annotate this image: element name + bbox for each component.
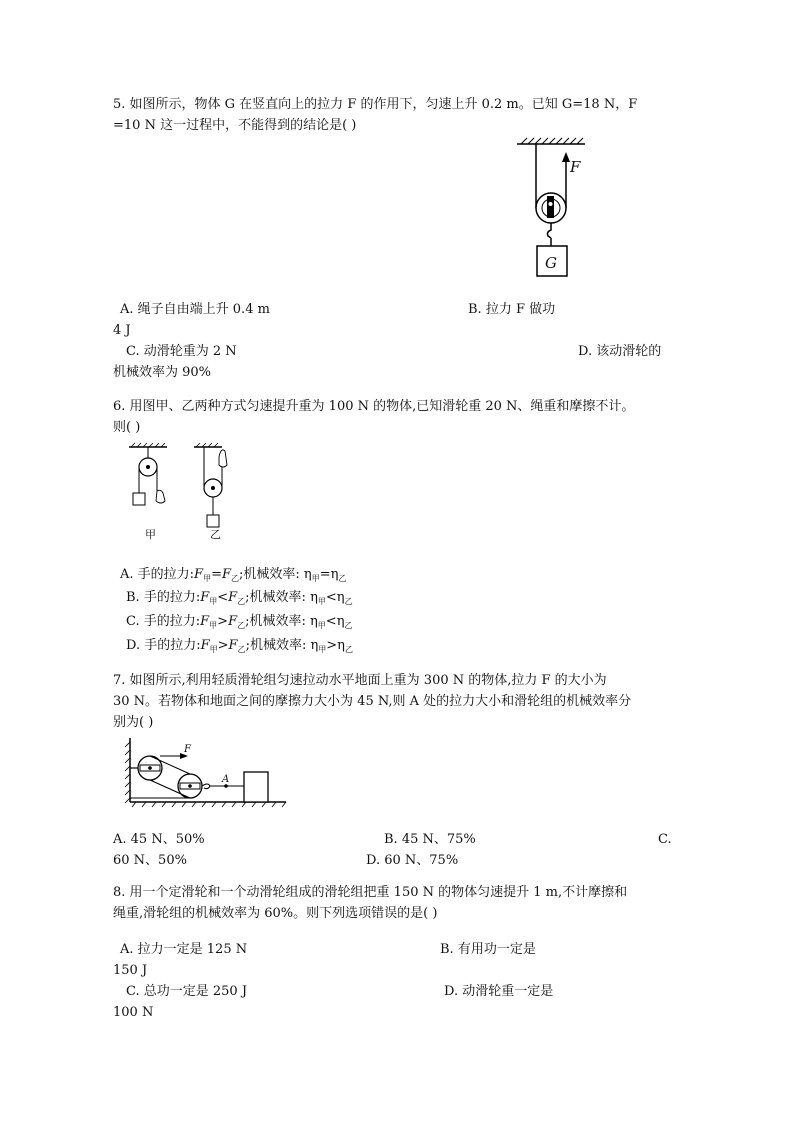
q5-figure-force-label: F <box>570 158 581 176</box>
q8-option-c: C. 总功一定是 250 J <box>126 984 248 999</box>
q6-option-d: D. 手的拉力$:F_甲>F_乙$;机械效率: $\eta_甲>\eta_乙$ <box>126 638 353 654</box>
q8-option-d: D. 动滑轮重一定是 <box>444 984 554 999</box>
q7-option-c-cont: 60 N、50% <box>113 853 187 868</box>
q7-option-d: D. 60 N、75% <box>366 853 459 868</box>
q8-option-a: A. 拉力一定是 125 N <box>120 942 248 957</box>
q5-option-a: A. 绳子自由端上升 0.4 m <box>120 302 270 317</box>
q6-option-c: C. 手的拉力$:F_甲>F_乙$;机械效率: $\eta_甲<\eta_乙$ <box>126 614 353 630</box>
q6-figure-label-jia: 甲 <box>145 528 156 541</box>
q8-stem-line2: 绳重,滑轮组的机械效率为 60%。则下列选项错误的是( ) <box>113 906 438 921</box>
q6-option-b: B. 手的拉力$:F_甲<F_乙$;机械效率: $\eta_甲<\eta_乙$ <box>126 590 353 606</box>
q6-figure-fixed-pulley <box>123 443 183 513</box>
q6-option-a: A. 手的拉力$:F_甲=F_乙$;机械效率: $\eta_甲=\eta_乙$ <box>120 567 347 583</box>
q7-figure-pulley-system <box>124 736 294 808</box>
q7-option-b: B. 45 N、75% <box>384 832 476 847</box>
q8-option-b-cont: 150 J <box>113 963 148 978</box>
q5-stem-line2: =10 N 这一过程中，不能得到的结论是( ) <box>113 118 357 133</box>
q8-option-d-cont: 100 N <box>113 1005 154 1020</box>
q6-stem-line2: 则( ) <box>113 420 141 435</box>
q5-option-d-cont: 机械效率为 90% <box>113 365 212 380</box>
q5-option-b-cont: 4 J <box>113 323 131 338</box>
q7-stem-line3: 别为( ) <box>113 715 154 730</box>
q8-stem-line1: 8. 用一个定滑轮和一个动滑轮组成的滑轮组把重 150 N 的物体匀速提升 1 m,不计摩擦和 <box>113 885 628 900</box>
q6-stem-line1: 6. 用图甲、乙两种方式匀速提升重为 100 N 的物体,已知滑轮重 20 N、绳重和摩擦不计。 <box>113 399 635 414</box>
q7-option-a: A. 45 N、50% <box>113 832 205 847</box>
q5-option-b: B. 拉力 F 做功 <box>468 302 556 317</box>
q8-option-b: B. 有用功一定是 <box>440 942 536 957</box>
q6-figure-movable-pulley <box>192 443 242 533</box>
q5-stem-line1: 5. 如图所示，物体 G 在竖直向上的拉力 F 的作用下，匀速上升 0.2 m。已知 G=18 N，F <box>113 97 638 112</box>
q5-option-d: D. 该动滑轮的 <box>578 344 662 359</box>
q5-figure-weight-label: G <box>545 254 557 272</box>
q7-figure-point-a-label: A <box>222 774 230 785</box>
q7-option-c: C. <box>658 832 672 847</box>
q6-figure-label-yi: 乙 <box>210 528 221 541</box>
q7-figure-force-label: F <box>184 744 191 755</box>
q5-figure-movable-pulley <box>515 138 605 278</box>
q7-stem-line2: 30 N。若物体和地面之间的摩擦力大小为 45 N,则 A 处的拉力大小和滑轮组的机械效率分 <box>113 694 632 709</box>
q5-option-c: C. 动滑轮重为 2 N <box>126 344 237 359</box>
q7-stem-line1: 7. 如图所示,利用轻质滑轮组匀速拉动水平地面上重为 300 N 的物体,拉力 F 的大小为 <box>113 673 607 688</box>
